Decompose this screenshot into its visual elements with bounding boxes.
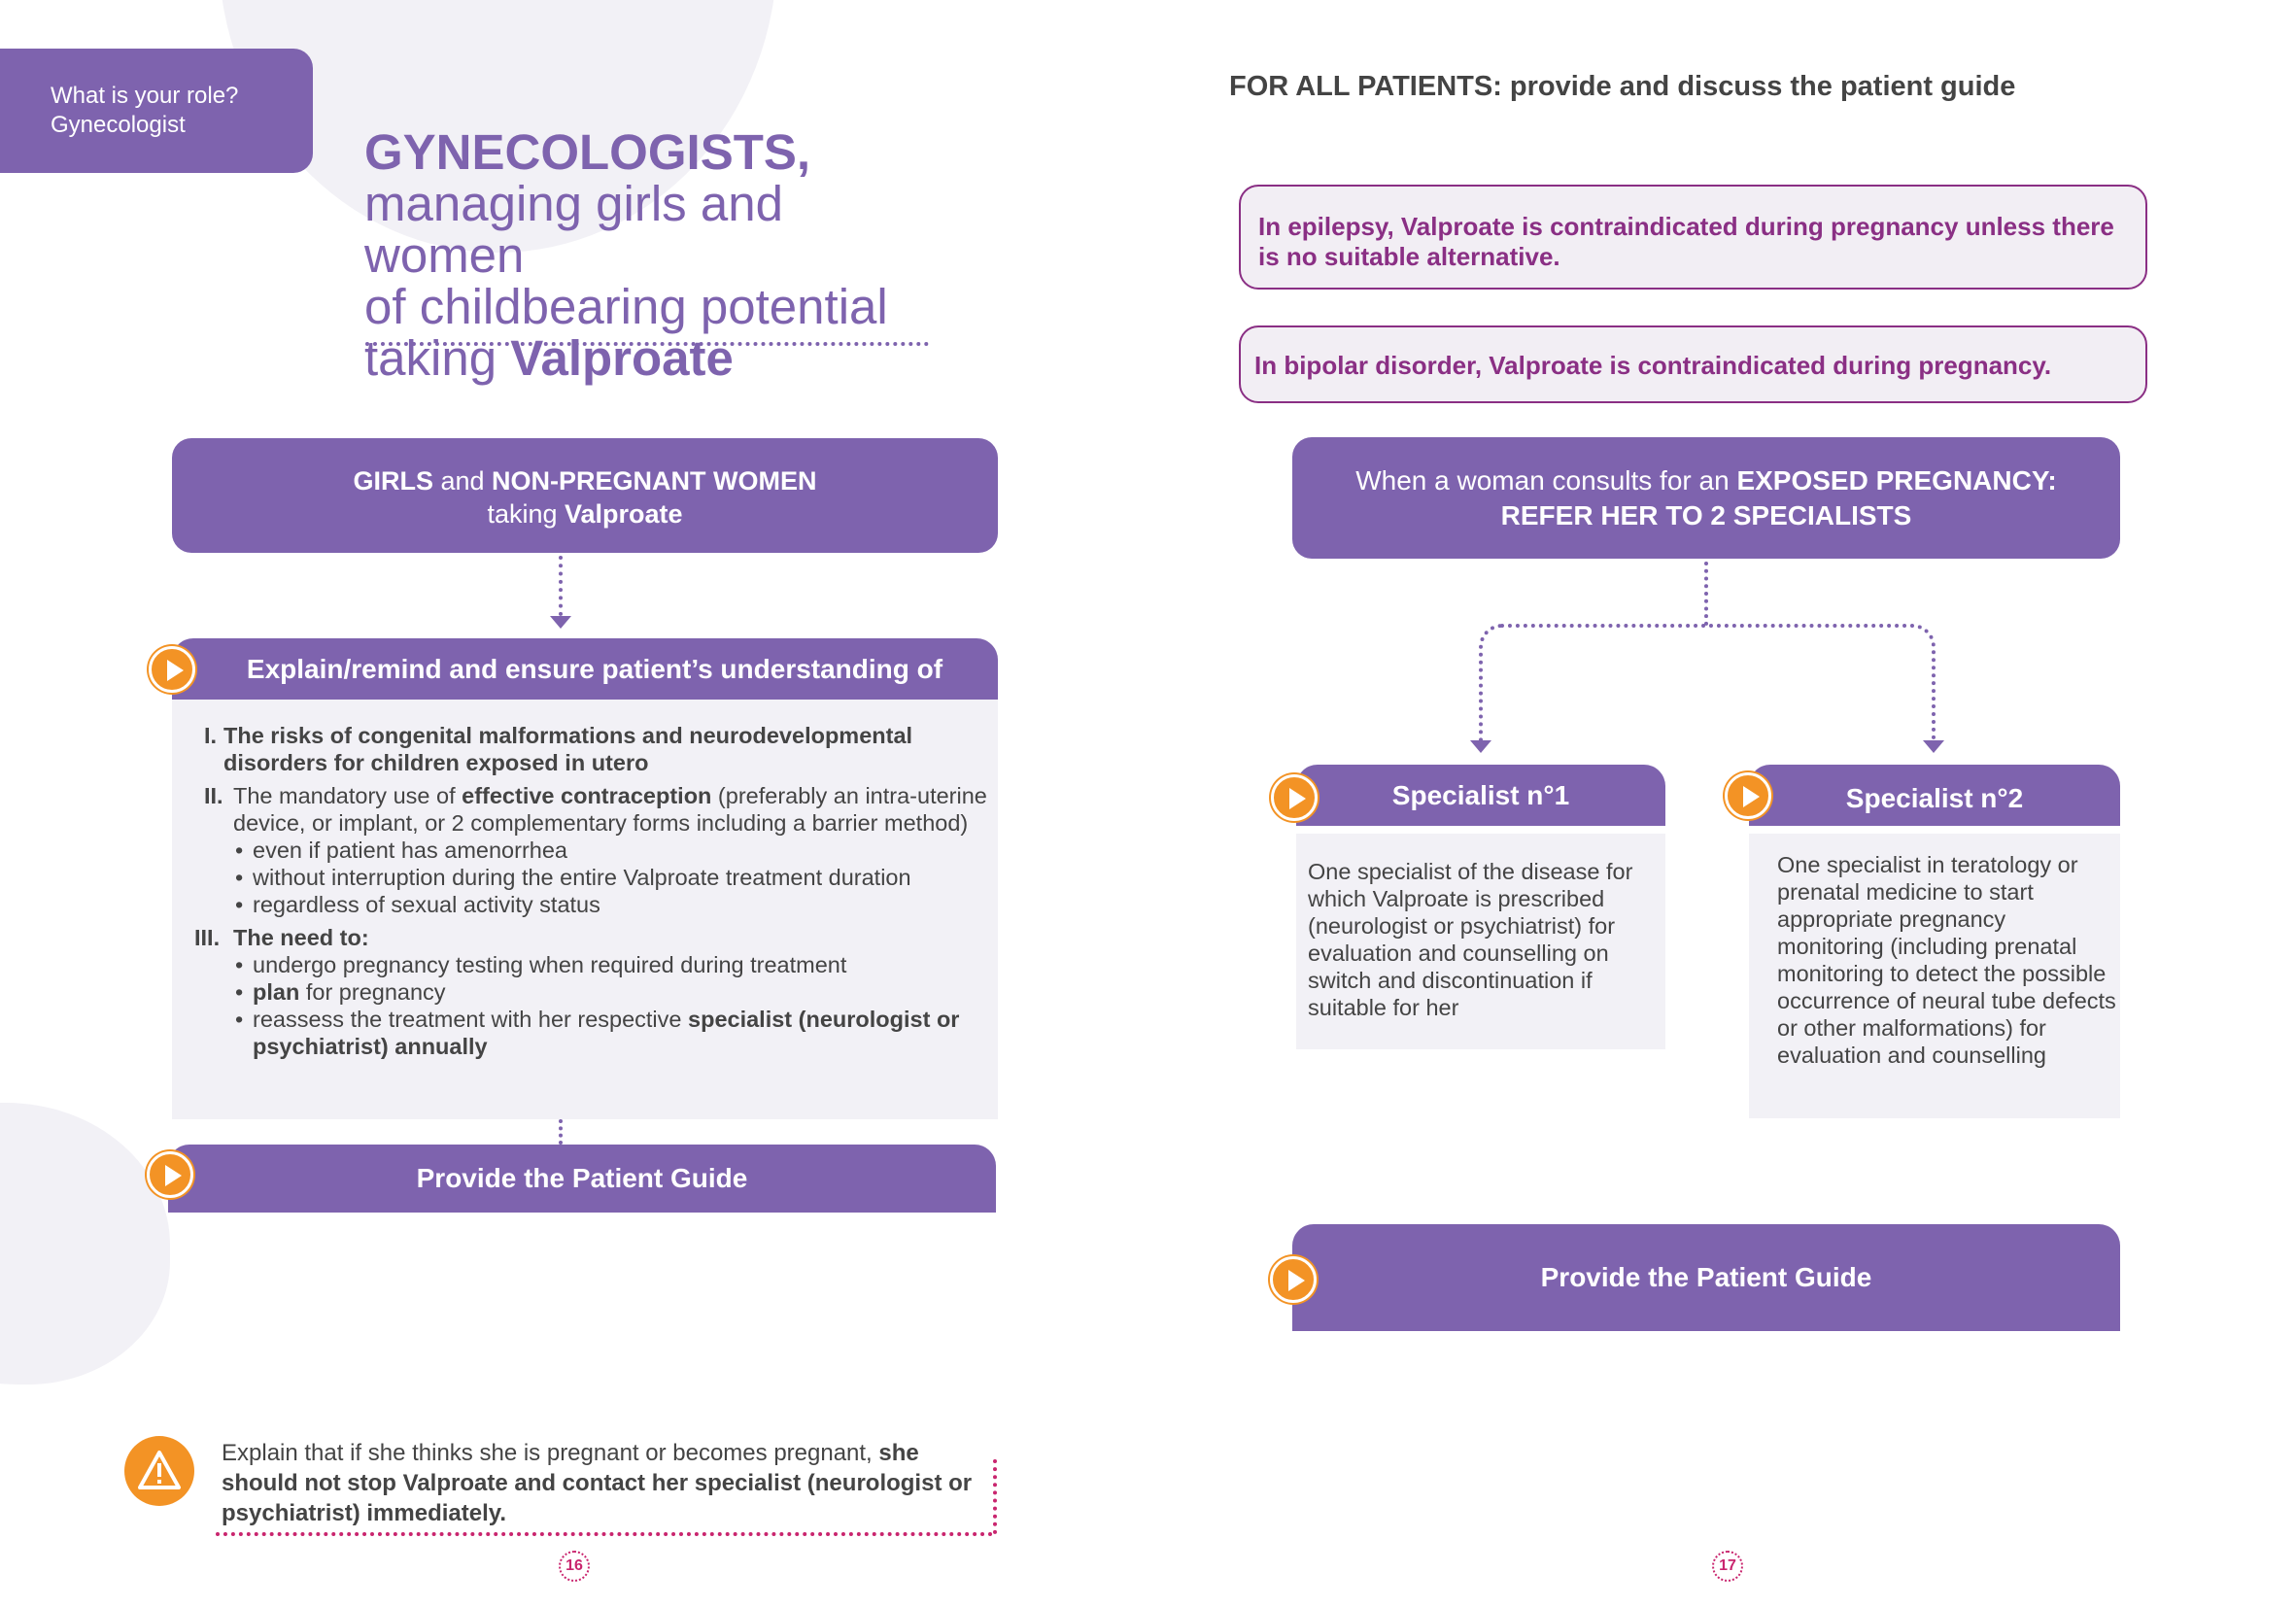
play-icon bbox=[147, 1151, 193, 1198]
epilepsy-alert: In epilepsy, Valproate is contraindicated during pregnancy unless there is no suitable alternative. bbox=[1239, 185, 2147, 290]
explain-heading: Explain/remind and ensure patient’s understanding of bbox=[172, 638, 998, 700]
bullet: • plan for pregnancy bbox=[233, 978, 1001, 1006]
warning-icon bbox=[124, 1436, 194, 1506]
girls-women-box: GIRLS and NON-PREGNANT WOMEN taking Valproate bbox=[172, 438, 998, 553]
bullet: • even if patient has amenorrhea bbox=[233, 837, 1001, 864]
page-number-left: 16 bbox=[559, 1551, 590, 1582]
role-tab[interactable] bbox=[0, 49, 313, 173]
decorative-blob-left bbox=[0, 1103, 170, 1385]
list-item-contraception: II. The mandatory use of effective contraception (preferably an intra-uterine device, or implant, or 2 complementary forms including a barrier method) • even if patient has amenorrhea • without interruption during the entire Valproate treatment duration • regardless of sexual activity status bbox=[194, 782, 1001, 918]
specialist-1-title: Specialist n°1 bbox=[1296, 765, 1665, 826]
branch-connector bbox=[1479, 624, 1936, 740]
warning-divider bbox=[216, 1532, 993, 1536]
bullet: • reassess the treatment with her respective specialist (neurologist or psychiatrist) annually bbox=[233, 1006, 1001, 1060]
warning-text: Explain that if she thinks she is pregnant or becomes pregnant, she should not stop Valproate and contact her specialist (neurologist or psychiatrist) immediately. bbox=[222, 1440, 973, 1526]
connector-line bbox=[559, 556, 563, 616]
list-item-risks: I. The risks of congenital malformations and neurodevelopmental disorders for children exposed in utero bbox=[204, 723, 913, 775]
arrow-down-icon bbox=[550, 616, 571, 629]
play-icon bbox=[1271, 774, 1318, 821]
role-question: What is your role? bbox=[51, 83, 239, 109]
play-icon bbox=[149, 646, 195, 693]
arrow-down-icon bbox=[1923, 740, 1944, 753]
role-answer: Gynecologist bbox=[51, 112, 186, 138]
provide-guide-banner-right: Provide the Patient Guide bbox=[1292, 1224, 2120, 1331]
provide-guide-banner-left: Provide the Patient Guide bbox=[168, 1145, 996, 1213]
title-line-1: GYNECOLOGISTS, bbox=[364, 124, 811, 180]
connector-line bbox=[1704, 562, 1708, 626]
specialist-2-text: One specialist in teratology or prenatal medicine to start appropriate pregnancy monitoring (including prenatal monitoring to detect the possible occurrence of neural tube defects or other malformations) for evaluation and counselling bbox=[1777, 852, 2116, 1068]
page-number-right: 17 bbox=[1712, 1551, 1743, 1582]
connector-line bbox=[559, 1119, 563, 1145]
title-line-2: managing girls and women bbox=[364, 176, 783, 283]
arrow-down-icon bbox=[1470, 740, 1491, 753]
specialist-1-text: One specialist of the disease for which Valproate is prescribed (neurologist or psychiatrist) for evaluation and counselling on switch and discontinuation if suitable for her bbox=[1308, 859, 1633, 1020]
bullet: • undergo pregnancy testing when required during treatment bbox=[233, 951, 1001, 978]
title-line-3: of childbearing potential bbox=[364, 279, 888, 334]
specialist-2-title: Specialist n°2 bbox=[1749, 765, 2120, 826]
play-icon bbox=[1270, 1256, 1317, 1303]
warning-divider-vertical bbox=[993, 1459, 997, 1534]
explain-list bbox=[194, 722, 1001, 1064]
right-page-header: FOR ALL PATIENTS: provide and discuss the patient guide bbox=[1229, 71, 2016, 102]
bullet: • without interruption during the entire Valproate treatment duration bbox=[233, 864, 1001, 891]
list-item-need: III. The need to: • undergo pregnancy testing when required during treatment • plan for pregnancy • reassess the treatment with her respective specialist (neurologist or psychiatrist) annually bbox=[194, 924, 1001, 1060]
bipolar-alert: In bipolar disorder, Valproate is contraindicated during pregnancy. bbox=[1239, 325, 2147, 403]
title-divider bbox=[365, 342, 929, 346]
exposed-pregnancy-box: When a woman consults for an EXPOSED PREGNANCY: REFER HER TO 2 SPECIALISTS bbox=[1292, 437, 2120, 559]
bullet: • regardless of sexual activity status bbox=[233, 891, 1001, 918]
title-line-4: taking Valproate bbox=[364, 330, 734, 386]
play-icon bbox=[1725, 772, 1771, 819]
